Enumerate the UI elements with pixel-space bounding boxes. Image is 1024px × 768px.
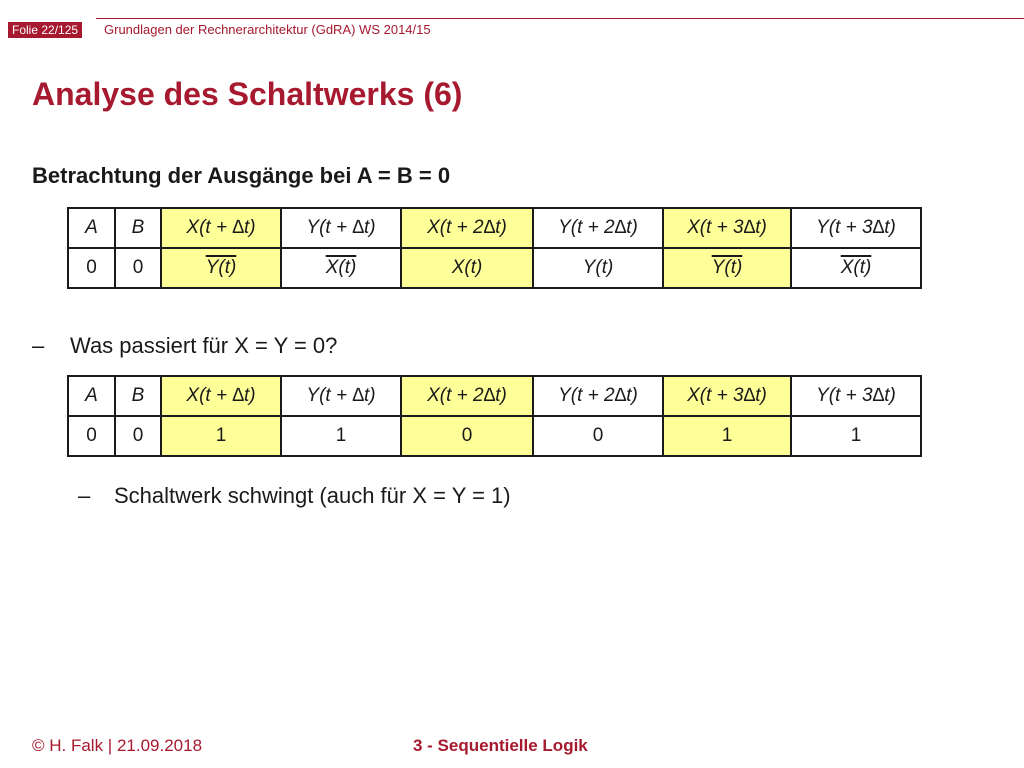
bullet-dash: – <box>78 483 91 508</box>
column-header: X(t + ∆t) <box>161 208 281 248</box>
slide-number-badge: Folie 22/125 <box>8 22 82 38</box>
column-header: A <box>68 208 115 248</box>
table-cell <box>161 248 281 288</box>
column-header: Y(t + 3∆t) <box>791 208 921 248</box>
header-rule <box>96 18 1024 19</box>
footer-author-date: © H. Falk | 21.09.2018 <box>32 736 203 755</box>
column-header: A <box>68 376 115 416</box>
table-cell <box>791 248 921 288</box>
truth-table-general <box>67 207 922 289</box>
column-header: Y(t + ∆t) <box>281 208 401 248</box>
bullet-question <box>32 332 337 360</box>
table-cell: 0 <box>115 416 161 456</box>
negated-expression: X(t) <box>325 257 357 278</box>
column-header: Y(t + 3∆t) <box>791 376 921 416</box>
table-header-row <box>68 376 921 416</box>
column-header: B <box>115 208 161 248</box>
table-cell: 0 <box>533 416 663 456</box>
course-title: Grundlagen der Rechnerarchitektur (GdRA) WS 2014/15 <box>104 22 431 37</box>
table-cell: 1 <box>663 416 791 456</box>
negated-expression: Y(t) <box>711 257 743 278</box>
table-cell <box>663 248 791 288</box>
column-header: X(t + 3∆t) <box>663 376 791 416</box>
expression: Y(t) <box>582 257 614 278</box>
slide-subtitle: Betrachtung der Ausgänge bei A = B = 0 <box>32 163 451 188</box>
bullet-text: Schaltwerk schwingt (auch für X = Y = 1) <box>114 483 511 508</box>
column-header: X(t + ∆t) <box>161 376 281 416</box>
table-header-row <box>68 208 921 248</box>
slide-header <box>0 0 1024 40</box>
column-header: X(t + 2∆t) <box>401 208 533 248</box>
table-cell: 0 <box>115 248 161 288</box>
table-cell: 1 <box>161 416 281 456</box>
table-cell <box>533 248 663 288</box>
expression: X(t) <box>451 257 483 278</box>
table-cell: 0 <box>401 416 533 456</box>
column-header: B <box>115 376 161 416</box>
bullet-text: Was passiert für X = Y = 0? <box>70 333 338 358</box>
table-cell: 0 <box>68 248 115 288</box>
column-header: Y(t + ∆t) <box>281 376 401 416</box>
footer-chapter: 3 - Sequentielle Logik <box>413 736 588 755</box>
table-row <box>68 416 921 456</box>
table-cell <box>281 248 401 288</box>
column-header: Y(t + 2∆t) <box>533 376 663 416</box>
column-header: X(t + 3∆t) <box>663 208 791 248</box>
column-header: Y(t + 2∆t) <box>533 208 663 248</box>
negated-expression: Y(t) <box>205 257 237 278</box>
negated-expression: X(t) <box>840 257 872 278</box>
table-cell: 1 <box>281 416 401 456</box>
table-cell: 1 <box>791 416 921 456</box>
slide-title: Analyse des Schaltwerks (6) <box>32 76 463 112</box>
table-cell <box>401 248 533 288</box>
bullet-conclusion <box>78 482 511 510</box>
table-row <box>68 248 921 288</box>
column-header: X(t + 2∆t) <box>401 376 533 416</box>
table-cell: 0 <box>68 416 115 456</box>
truth-table-x-y-zero <box>67 375 922 457</box>
bullet-dash: – <box>32 333 45 358</box>
